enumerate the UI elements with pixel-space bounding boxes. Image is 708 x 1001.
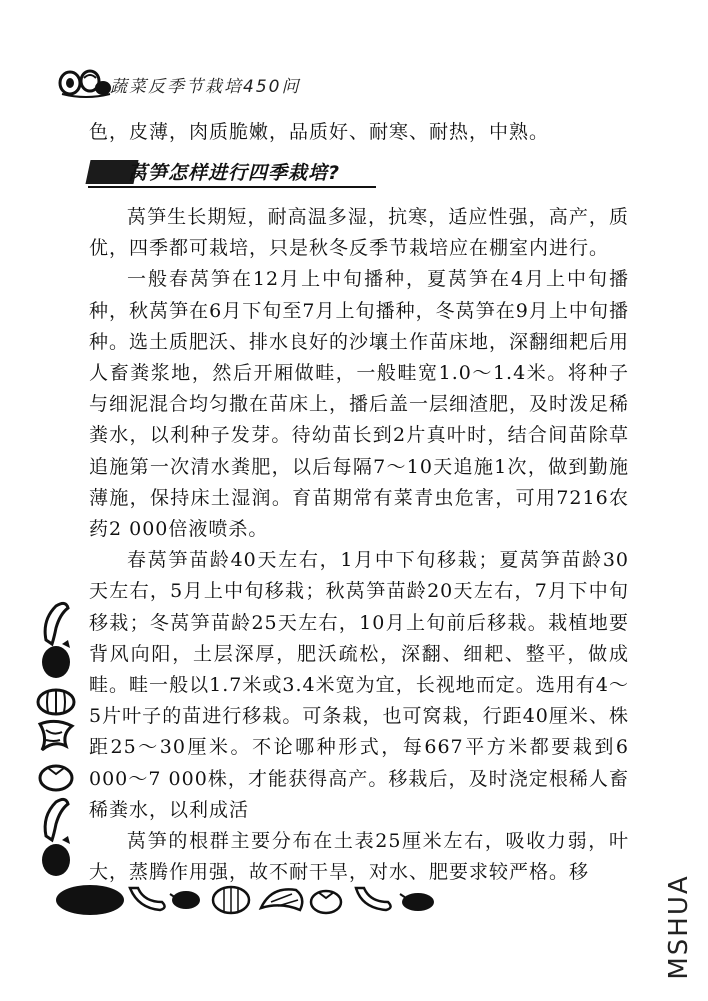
cucumber-icon [356,888,391,910]
cabbage-icon [261,889,302,910]
running-header [58,62,418,102]
tomato-icon [40,766,72,790]
answer-body [89,202,629,888]
eggplant-icon [42,640,70,678]
pumpkin-icon [38,690,74,714]
cucumber-icon [45,799,68,840]
side-vegetable-decoration [32,600,82,890]
eggplant-icon [400,893,434,911]
watermark: MSHUA [664,874,694,980]
footer-vegetable-decoration [56,878,456,918]
eggplant-icon [170,891,200,909]
paragraph: 莴笋生长期短，耐高温多湿，抗寒，适应性强，高产，质优，四季都可栽培，只是秋冬反季节栽培应在棚室内进行。 [89,206,629,260]
pumpkin-icon [213,887,249,913]
eggplant-icon [56,885,124,915]
eggplant-icon [42,836,70,876]
cabbage-icon [40,721,72,750]
header-title: 蔬菜反季节栽培450问 [110,77,301,97]
tomato-icon [311,891,341,913]
question-title: 莴笋怎样进行四季栽培? [128,162,341,184]
heading-underline [88,186,376,188]
paragraph: 春莴笋苗龄40天左右，1月中下旬移栽；夏莴笋苗龄30天左右，5月上中旬移栽；秋莴笋苗龄20天左右，7月下中旬移栽；冬莴笋苗龄25天左右，10月上旬前后移栽。栽植地要背风向阳，土层深厚，肥沃疏松，深翻、细耙、整平，做成畦。畦一般以1.7米或3.4米宽为宜，长视地而定。选用有4～5片叶子的苗进行移栽。可条栽，也可窝栽，行距40厘米、株距25～30厘米。不论哪种形式，每667平方米都要栽到6 000～7 000株，才能获得高产。移栽后，及时浇定根稀人畜稀粪水，以利成活 [89,549,629,821]
paragraph: 一般春莴笋在12月上中旬播种，夏莴笋在4月上中旬播种，秋莴笋在6月下旬至7月上旬播种，冬莴笋在9月上中旬播种。选土质肥沃、排水良好的沙壤土作苗床地，深翻细耙后用人畜粪浆地，然后开厢做畦，一般畦宽1.0～1.4米。将种子与细泥混合均匀撒在苗床上，播后盖一层细渣肥，及时泼足稀粪水，以利种子发芽。待幼苗长到2片真叶时，结合间苗除草追施第一次清水粪肥，以后每隔7～10天追施1次，做到勤施薄施，保持床土湿润。育苗期常有菜青虫危害，可用7216农药2 000倍液喷杀。 [89,268,630,541]
continued-line: 色，皮薄，肉质脆嫩，品质好、耐寒、耐热，中熟。 [89,121,550,143]
vegetable-cluster-icon [58,68,114,98]
question-heading [88,158,388,188]
cucumber-icon [130,888,165,910]
paragraph: 莴笋的根群主要分布在土表25厘米左右，吸收力弱，叶大，蒸腾作用强，故不耐干旱，对水、肥要求较严格。移 [89,830,629,884]
cucumber-icon [45,603,68,644]
